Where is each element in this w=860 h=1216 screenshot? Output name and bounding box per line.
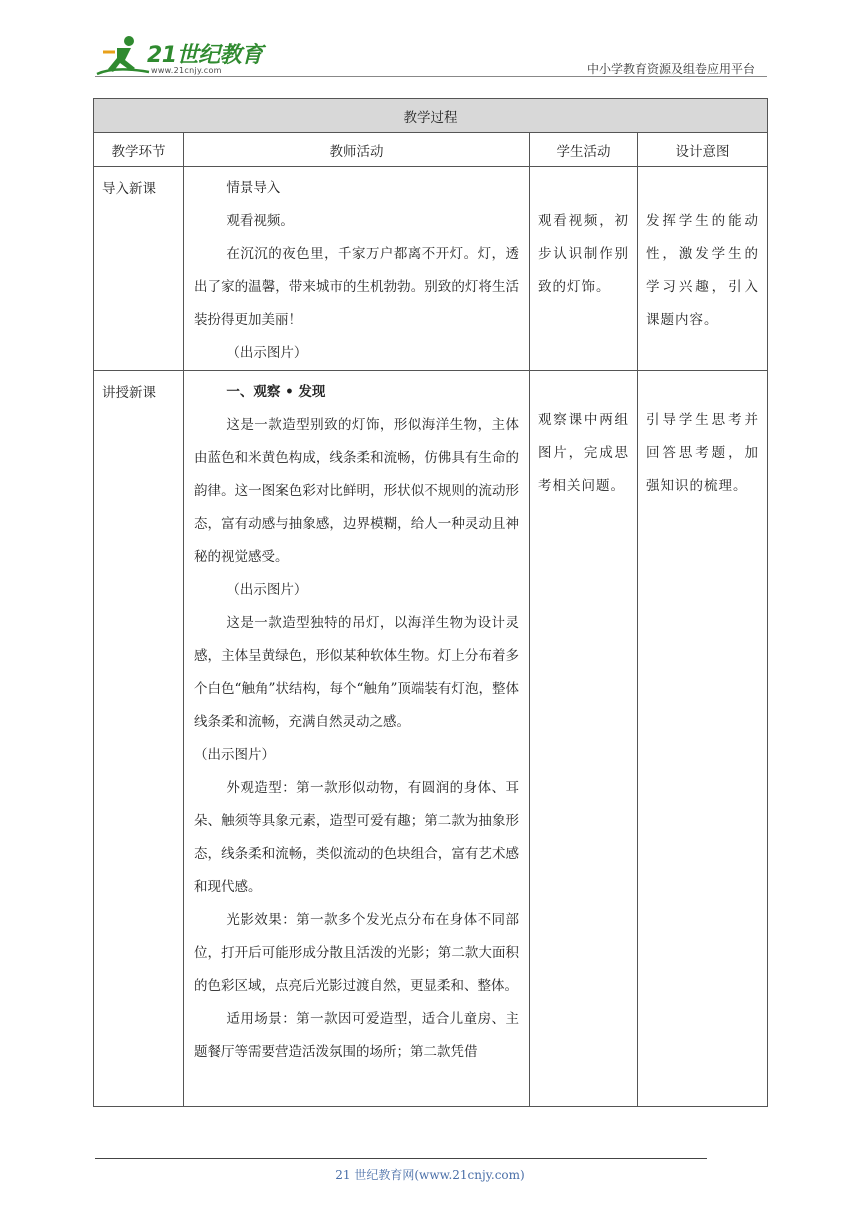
logo-url: www.21cnjy.com — [151, 66, 222, 75]
paragraph: 外观造型：第一款形似动物，有圆润的身体、耳朵、触须等具象元素，造型可爱有趣；第二款为抽象形态，线条柔和流畅，类似流动的色块组合，富有艺术感和现代感。 — [194, 780, 519, 895]
table-row — [94, 371, 768, 1107]
stage-cell: 讲授新课 — [94, 371, 184, 1107]
design-intent-cell: 发挥学生的能动性，激发学生的学习兴趣，引入课题内容。 — [638, 167, 768, 371]
student-activity-cell: 观看视频，初步认识制作别致的灯饰。 — [530, 167, 638, 371]
stage-cell: 导入新课 — [94, 167, 184, 371]
teaching-process-table — [93, 98, 768, 1107]
page-footer: 21 世纪教育网(www.21cnjy.com) — [335, 1168, 525, 1182]
header-divider — [95, 76, 767, 77]
page-header — [95, 28, 767, 80]
paragraph: 这是一款造型独特的吊灯，以海洋生物为设计灵感，主体呈黄绿色，形似某种软体生物。灯上分布着多个白色“触角”状结构，每个“触角”顶端装有灯泡，整体线条柔和流畅，充满自然灵动之感。 — [194, 615, 519, 730]
table-row — [94, 167, 768, 371]
paragraph: 观看视频。 — [226, 213, 294, 229]
section-heading: 一、观察 • 发现 — [226, 384, 326, 400]
paragraph: 这是一款造型别致的灯饰，形似海洋生物，主体由蓝色和米黄色构成，线条柔和流畅，仿佛具有生命的韵律。这一图案色彩对比鲜明，形状似不规则的流动形态，富有动感与抽象感，边界模糊，给人一种灵动且神秘的视觉感受。 — [194, 417, 519, 565]
teacher-activity-cell — [184, 167, 530, 371]
logo — [95, 34, 265, 78]
footer-divider — [95, 1158, 707, 1159]
runner-logo-icon — [95, 34, 151, 78]
logo-text: 21世纪教育 — [147, 43, 263, 68]
column-header-teacher: 教师活动 — [184, 133, 530, 167]
paragraph: （出示图片） — [226, 345, 308, 361]
paragraph: 情景导入 — [226, 180, 281, 196]
column-header-design: 设计意图 — [638, 133, 768, 167]
paragraph: 适用场景：第一款因可爱造型，适合儿童房、主题餐厅等需要营造活泼氛围的场所；第二款凭借 — [194, 1011, 519, 1060]
platform-name: 中小学教育资源及组卷应用平台 — [586, 62, 755, 76]
column-header-stage: 教学环节 — [94, 133, 184, 167]
table-title: 教学过程 — [94, 99, 768, 133]
paragraph: 在沉沉的夜色里，千家万户都离不开灯。灯，透出了家的温馨，带来城市的生机勃勃。别致的灯将生活装扮得更加美丽！ — [194, 246, 519, 328]
paragraph: （出示图片） — [226, 582, 308, 598]
column-header-student: 学生活动 — [530, 133, 638, 167]
paragraph: 光影效果：第一款多个发光点分布在身体不同部位，打开后可能形成分散且活泼的光影；第二款大面积的色彩区域，点亮后光影过渡自然，更显柔和、整体。 — [194, 912, 519, 994]
teacher-activity-cell — [184, 371, 530, 1107]
design-intent-cell: 引导学生思考并回答思考题，加强知识的梳理。 — [638, 371, 768, 1107]
paragraph: （出示图片） — [194, 747, 275, 763]
student-activity-cell: 观察课中两组图片，完成思考相关问题。 — [530, 371, 638, 1107]
